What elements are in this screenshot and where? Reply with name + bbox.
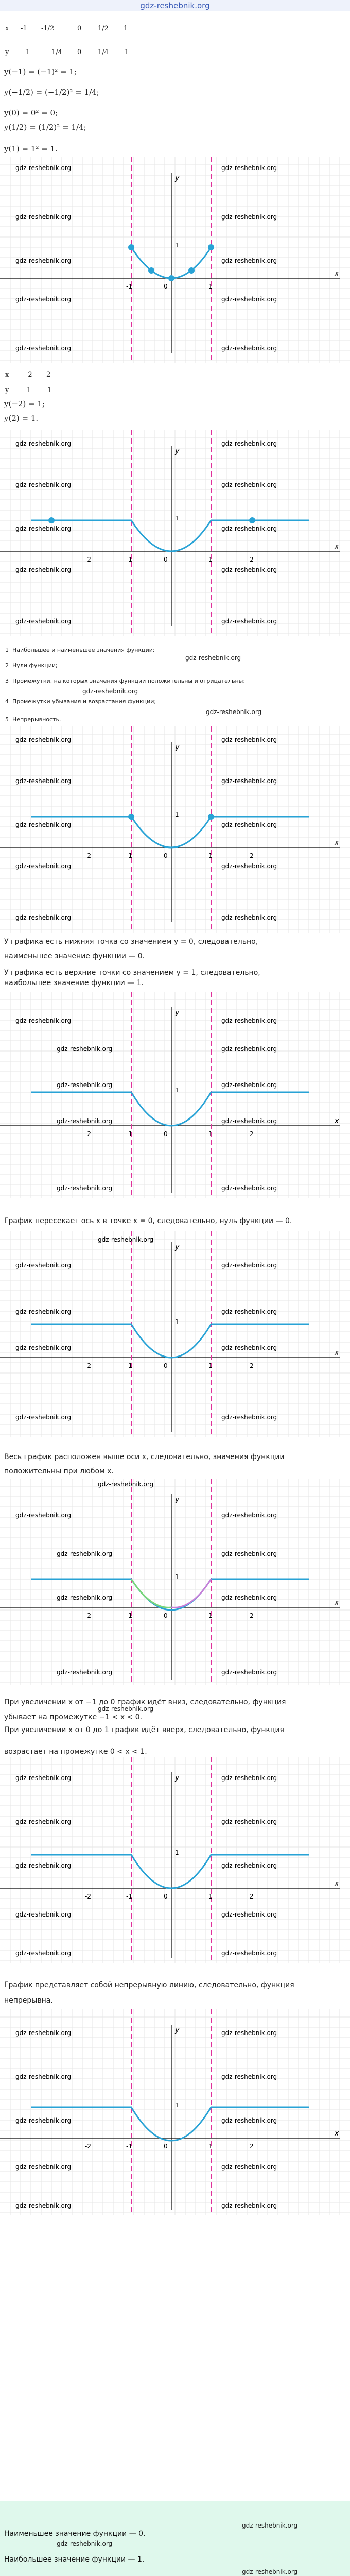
watermark: gdz-reshebnik.org: [15, 2163, 72, 2171]
watermark: gdz-reshebnik.org: [15, 525, 72, 532]
watermark: gdz-reshebnik.org: [221, 618, 277, 625]
watermark: gdz-reshebnik.org: [221, 777, 277, 785]
watermark: gdz-reshebnik.org: [221, 296, 277, 303]
point: [208, 814, 214, 820]
watermark: gdz-reshebnik.org: [15, 1344, 72, 1351]
watermark: gdz-reshebnik.org: [15, 1911, 72, 1918]
x-axis-label: x: [335, 269, 339, 278]
watermark: gdz-reshebnik.org: [15, 1862, 72, 1869]
grid-lines: [0, 1479, 350, 1685]
table-x-label: x: [5, 25, 9, 32]
watermark: gdz-reshebnik.org: [221, 345, 277, 352]
table-cell: 1: [124, 25, 128, 32]
tick-label: -2: [85, 556, 91, 563]
watermark: gdz-reshebnik.org: [15, 2202, 72, 2209]
tick-label: -2: [85, 2143, 91, 2150]
calc-line: y(1/2) = (1/2)² = 1/4;: [4, 123, 86, 132]
y-axis-label: y: [175, 447, 180, 455]
grid-lines: [0, 430, 350, 636]
tick-label: -1: [126, 1130, 132, 1138]
graph-4: [0, 992, 350, 1198]
watermark: gdz-reshebnik.org: [221, 1117, 277, 1125]
watermark: gdz-reshebnik.org: [15, 1017, 72, 1024]
watermark: gdz-reshebnik.org: [221, 257, 277, 264]
summary-line: Наименьшее значение функции — 0.: [4, 2530, 146, 2538]
paragraph: График пересекает ось x в точке x = 0, следовательно, нуль функции — 0.: [4, 1217, 292, 1225]
tick-label: 1: [175, 1087, 179, 1094]
paragraph: При увеличении x от −1 до 0 график идёт вниз, следовательно, функция: [4, 1698, 286, 1706]
watermark: gdz-reshebnik.org: [15, 1818, 72, 1825]
tick-label: 1: [208, 556, 213, 563]
watermark: gdz-reshebnik.org: [221, 213, 277, 221]
tick-label: 1: [175, 242, 179, 249]
tick-label: 1: [175, 1318, 179, 1326]
watermark: gdz-reshebnik.org: [221, 2117, 277, 2124]
watermark: gdz-reshebnik.org: [221, 1017, 277, 1024]
watermark: gdz-reshebnik.org: [185, 654, 241, 662]
tick-label: 1: [208, 1130, 213, 1138]
watermark: gdz-reshebnik.org: [221, 736, 277, 743]
paragraph: наименьшее значение функции — 0.: [4, 952, 145, 960]
watermark: gdz-reshebnik.org: [221, 2163, 277, 2171]
table-y-label: y: [5, 48, 9, 56]
watermark: gdz-reshebnik.org: [221, 1344, 277, 1351]
watermark: gdz-reshebnik.org: [221, 1594, 277, 1601]
watermark: gdz-reshebnik.org: [221, 481, 277, 488]
decreasing-segment: [131, 1579, 171, 1607]
watermark: gdz-reshebnik.org: [221, 1818, 277, 1825]
tick-label: 0: [164, 1893, 168, 1900]
watermark: gdz-reshebnik.org: [221, 1414, 277, 1421]
watermark: gdz-reshebnik.org: [98, 1705, 154, 1713]
tick-label: -2: [85, 1612, 91, 1619]
table-cell: 1/4: [51, 48, 62, 56]
grid-lines: [0, 2009, 350, 2215]
calc-line: y(−1) = (−1)² = 1;: [4, 67, 77, 76]
tick-label: 2: [250, 852, 254, 859]
point: [208, 244, 214, 250]
point: [249, 517, 255, 523]
watermark: gdz-reshebnik.org: [15, 914, 72, 921]
calc-line: y(−1/2) = (−1/2)² = 1/4;: [4, 88, 99, 97]
tick-label: 0: [164, 2143, 168, 2150]
paragraph: непрерывна.: [4, 1996, 53, 2005]
y-axis-label: y: [175, 174, 180, 182]
table-y-label: y: [5, 386, 9, 394]
grid-lines: [0, 726, 350, 933]
watermark: gdz-reshebnik.org: [57, 2540, 113, 2547]
y-axis-label: y: [175, 2026, 180, 2035]
watermark: gdz-reshebnik.org: [15, 2117, 72, 2124]
table-cell: 0: [77, 48, 82, 56]
point: [128, 244, 134, 250]
watermark: gdz-reshebnik.org: [221, 2029, 277, 2037]
watermark: gdz-reshebnik.org: [15, 1262, 72, 1269]
y-axis-label: y: [175, 1774, 180, 1782]
y-axis-label: y: [175, 1243, 180, 1251]
x-axis-label: x: [335, 543, 339, 551]
task-item: 5 Непрерывность.: [5, 716, 61, 723]
task-item: 3 Промежутки, на которых значения функции положительны и отрицательны;: [5, 677, 246, 684]
watermark: gdz-reshebnik.org: [15, 1950, 72, 1957]
tick-label: -1: [126, 556, 132, 563]
graph-2: [0, 430, 350, 636]
watermark: gdz-reshebnik.org: [242, 2522, 298, 2529]
calc-line: y(2) = 1.: [4, 414, 39, 423]
tick-label: 1: [208, 1612, 213, 1619]
task-item: 2 Нули функции;: [5, 662, 58, 669]
tick-label: 1: [175, 811, 179, 818]
tick-label: 2: [250, 1130, 254, 1138]
watermark: gdz-reshebnik.org: [221, 566, 277, 573]
tick-label: 0: [164, 1612, 168, 1619]
table-cell: 2: [46, 371, 51, 379]
table-cell: -2: [26, 371, 32, 379]
calc-line: y(1) = 1² = 1.: [4, 144, 58, 154]
graph-3: [0, 726, 350, 933]
watermark: gdz-reshebnik.org: [15, 213, 72, 221]
function-curve: [31, 1855, 309, 1888]
watermark: gdz-reshebnik.org: [57, 1594, 113, 1601]
tick-label: 2: [250, 2143, 254, 2150]
paragraph: убывает на промежутке −1 < x < 0.: [4, 1713, 143, 1721]
tick-label: 1: [208, 2143, 213, 2150]
tick-label: 1: [175, 1849, 179, 1856]
table-cell: 0: [77, 25, 82, 32]
paragraph: У графика есть нижняя точка со значением y = 0, следовательно,: [4, 938, 258, 946]
watermark: gdz-reshebnik.org: [221, 914, 277, 921]
watermark: gdz-reshebnik.org: [221, 164, 277, 172]
watermark: gdz-reshebnik.org: [15, 345, 72, 352]
tick-label: 1: [208, 1893, 213, 1900]
tick-label: 2: [250, 556, 254, 563]
grid-lines: [0, 1757, 350, 1963]
watermark: gdz-reshebnik.org: [221, 1308, 277, 1315]
tick-label: 1: [175, 2102, 179, 2109]
paragraph: возрастает на промежутке 0 < x < 1.: [4, 1748, 147, 1756]
tick-label: -2: [85, 1893, 91, 1900]
table-cell: -1/2: [41, 25, 55, 32]
watermark: gdz-reshebnik.org: [15, 164, 72, 172]
watermark: gdz-reshebnik.org: [15, 2029, 72, 2037]
watermark: gdz-reshebnik.org: [221, 1512, 277, 1519]
x-axis-label: x: [335, 839, 339, 847]
watermark: gdz-reshebnik.org: [15, 1512, 72, 1519]
calc-line: y(0) = 0² = 0;: [4, 108, 58, 117]
watermark: gdz-reshebnik.org: [57, 1669, 113, 1676]
graph-8: [0, 2009, 350, 2215]
tick-label: 1: [175, 1573, 179, 1581]
watermark: gdz-reshebnik.org: [221, 1862, 277, 1869]
paragraph: наибольшее значение функции — 1.: [4, 979, 144, 987]
watermark: gdz-reshebnik.org: [221, 2202, 277, 2209]
tick-label: -2: [85, 852, 91, 859]
x-axis-label: x: [335, 1879, 339, 1888]
calc-line: y(−2) = 1;: [4, 399, 45, 409]
paragraph: При увеличении x от 0 до 1 график идёт вверх, следовательно, функция: [4, 1726, 284, 1734]
table-x-label: x: [5, 371, 9, 379]
point: [48, 517, 55, 523]
tick-label: -1: [126, 1893, 132, 1900]
paragraph: График представляет собой непрерывную линию, следовательно, функция: [4, 1981, 294, 1989]
watermark: gdz-reshebnik.org: [206, 708, 262, 716]
watermark: gdz-reshebnik.org: [57, 1550, 113, 1557]
graph-7: [0, 1757, 350, 1963]
table-cell: 1: [125, 48, 129, 56]
table-cell: 1/4: [98, 48, 109, 56]
graph-5: [0, 1231, 350, 1437]
watermark: gdz-reshebnik.org: [221, 1184, 277, 1192]
point: [128, 814, 134, 820]
x-axis-label: x: [335, 1599, 339, 1607]
watermark: gdz-reshebnik.org: [57, 1117, 113, 1125]
watermark: gdz-reshebnik.org: [15, 440, 72, 447]
increasing-segment: [171, 1579, 211, 1607]
graph-1: [0, 157, 350, 363]
watermark: gdz-reshebnik.org: [15, 618, 72, 625]
watermark: gdz-reshebnik.org: [221, 1950, 277, 1957]
tick-label: 0: [164, 556, 168, 563]
watermark: gdz-reshebnik.org: [15, 821, 72, 828]
table-cell: 1: [26, 48, 30, 56]
watermark: gdz-reshebnik.org: [57, 1081, 113, 1089]
paragraph: положительны при любом x.: [4, 1467, 114, 1476]
watermark: gdz-reshebnik.org: [15, 2073, 72, 2080]
site-header[interactable]: gdz-reshebnik.org: [0, 0, 350, 11]
tick-label: -1: [126, 1362, 132, 1369]
tick-label: -1: [126, 283, 132, 290]
tick-label: 0: [164, 1362, 168, 1369]
watermark: gdz-reshebnik.org: [221, 1550, 277, 1557]
watermark: gdz-reshebnik.org: [15, 1774, 72, 1782]
x-axis-label: x: [335, 2129, 339, 2138]
table-cell: 1: [27, 386, 31, 394]
values-table-2: [5, 371, 82, 402]
table-cell: 1: [47, 386, 52, 394]
paragraph: Весь график расположен выше оси x, следовательно, значения функции: [4, 1453, 285, 1461]
tick-label: 1: [208, 283, 213, 290]
watermark: gdz-reshebnik.org: [221, 1045, 277, 1053]
watermark: gdz-reshebnik.org: [221, 1774, 277, 1782]
watermark: gdz-reshebnik.org: [221, 821, 277, 828]
tick-label: 0: [164, 1130, 168, 1138]
tick-label: -2: [85, 1362, 91, 1369]
watermark: gdz-reshebnik.org: [15, 566, 72, 573]
tick-label: 0: [164, 283, 168, 290]
y-axis-label: y: [175, 743, 180, 752]
tick-label: 1: [208, 1362, 213, 1369]
tick-label: 1: [175, 515, 179, 522]
point: [188, 267, 195, 274]
watermark: gdz-reshebnik.org: [15, 296, 72, 303]
watermark: gdz-reshebnik.org: [242, 2568, 298, 2575]
table-cell: -1: [21, 25, 27, 32]
watermark: gdz-reshebnik.org: [221, 1081, 277, 1089]
task-item: 1 Наибольшее и наименьшее значения функции;: [5, 647, 155, 653]
values-table-1: [5, 20, 160, 61]
watermark: gdz-reshebnik.org: [221, 1262, 277, 1269]
watermark: gdz-reshebnik.org: [98, 1236, 154, 1243]
summary-line: Наибольшее значение функции — 1.: [4, 2555, 145, 2564]
x-axis-label: x: [335, 1349, 339, 1357]
paragraph: У графика есть верхние точки со значением y = 1, следовательно,: [4, 969, 260, 977]
watermark: gdz-reshebnik.org: [98, 1481, 154, 1488]
watermark: gdz-reshebnik.org: [82, 688, 138, 695]
watermark: gdz-reshebnik.org: [15, 481, 72, 488]
tick-label: 2: [250, 1612, 254, 1619]
x-axis-label: x: [335, 1117, 339, 1125]
watermark: gdz-reshebnik.org: [221, 862, 277, 870]
watermark: gdz-reshebnik.org: [15, 257, 72, 264]
point: [148, 267, 154, 274]
table-cell: 1/2: [98, 25, 109, 32]
tick-label: -2: [85, 1130, 91, 1138]
watermark: gdz-reshebnik.org: [15, 777, 72, 785]
y-axis-label: y: [175, 1496, 180, 1504]
tick-label: 2: [250, 1893, 254, 1900]
summary-box: [0, 2501, 350, 2576]
y-axis-label: y: [175, 1009, 180, 1017]
point: [168, 275, 174, 281]
watermark: gdz-reshebnik.org: [57, 1184, 113, 1192]
watermark: gdz-reshebnik.org: [221, 1669, 277, 1676]
tick-label: 0: [164, 852, 168, 859]
watermark: gdz-reshebnik.org: [15, 736, 72, 743]
watermark: gdz-reshebnik.org: [15, 1414, 72, 1421]
watermark: gdz-reshebnik.org: [15, 1308, 72, 1315]
tick-label: -1: [126, 2143, 132, 2150]
task-item: 4 Промежутки убывания и возрастания функции;: [5, 698, 156, 705]
watermark: gdz-reshebnik.org: [15, 862, 72, 870]
watermark: gdz-reshebnik.org: [221, 2073, 277, 2080]
watermark: gdz-reshebnik.org: [221, 525, 277, 532]
watermark: gdz-reshebnik.org: [221, 1911, 277, 1918]
graph-6: [0, 1479, 350, 1685]
watermark: gdz-reshebnik.org: [221, 440, 277, 447]
tick-label: 1: [208, 852, 213, 859]
tick-label: -1: [126, 1612, 132, 1619]
tick-label: -1: [126, 852, 132, 859]
tick-label: 2: [250, 1362, 254, 1369]
watermark: gdz-reshebnik.org: [57, 1045, 113, 1053]
